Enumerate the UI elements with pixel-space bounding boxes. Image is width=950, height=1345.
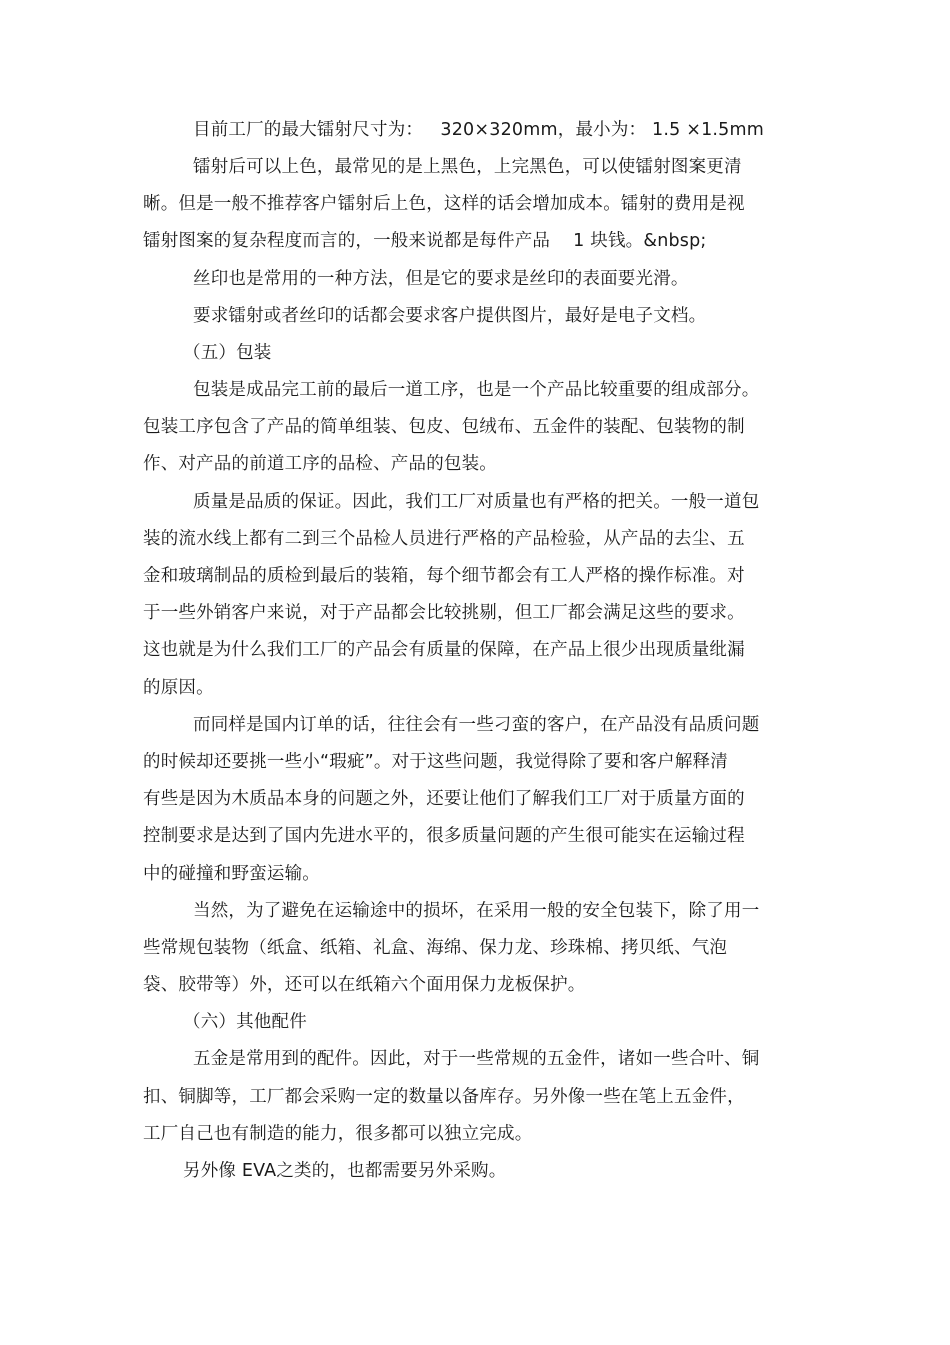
- text-line: 丝印也是常用的一种方法，但是它的要求是丝印的表面要光滑。: [193, 269, 689, 289]
- text-line: 些常规包装物（纸盒、纸箱、礼盒、海绵、保力龙、珍珠棉、拷贝纸、气泡: [143, 938, 728, 958]
- text-line: 五金是常用到的配件。因此，对于一些常规的五金件，诸如一些合叶、铜: [193, 1049, 760, 1069]
- text-line: 目前工厂的最大镭射尺寸为： 320×320mm，最小为： 1.5 ×1.5mm: [193, 120, 764, 140]
- text-line: 扣、铜脚等，工厂都会采购一定的数量以备库存。另外像一些在笔上五金件，: [143, 1087, 745, 1107]
- text-line: 质量是品质的保证。因此，我们工厂对质量也有严格的把关。一般一道包: [193, 492, 760, 512]
- text-line: 而同样是国内订单的话，往往会有一些刁蛮的客户，在产品没有品质问题: [193, 715, 760, 735]
- text-line: 镭射图案的复杂程度而言的，一般来说都是每件产品 1 块钱。&nbsp;: [143, 231, 707, 251]
- section-heading: （五）包装: [183, 343, 272, 363]
- text-line: 中的碰撞和野蛮运输。: [143, 864, 320, 884]
- text-line: 工厂自己也有制造的能力，很多都可以独立完成。: [143, 1124, 533, 1144]
- text-line: 的原因。: [143, 678, 214, 698]
- text-line: 作、对产品的前道工序的品检、产品的包装。: [143, 454, 497, 474]
- text-line: 控制要求是达到了国内先进水平的，很多质量问题的产生很可能实在运输过程: [143, 826, 745, 846]
- text-line: 的时候却还要挑一些小“瑕疵”。对于这些问题，我觉得除了要和客户解释清: [143, 752, 728, 772]
- text-line: 当然，为了避免在运输途中的损坏，在采用一般的安全包装下，除了用一: [193, 901, 760, 921]
- text-line: 袋、胶带等）外，还可以在纸箱六个面用保力龙板保护。: [143, 975, 586, 995]
- text-line: 有些是因为木质品本身的问题之外，还要让他们了解我们工厂对于质量方面的: [143, 789, 745, 809]
- text-line: 包装工序包含了产品的简单组装、包皮、包绒布、五金件的装配、包装物的制: [143, 417, 745, 437]
- text-line: 这也就是为什么我们工厂的产品会有质量的保障，在产品上很少出现质量纰漏: [143, 640, 745, 660]
- text-line: 要求镭射或者丝印的话都会要求客户提供图片，最好是电子文档。: [193, 306, 707, 326]
- text-line: 另外像 EVA之类的，也都需要另外采购。: [183, 1161, 507, 1181]
- text-line: 镭射后可以上色，最常见的是上黑色，上完黑色，可以使镭射图案更清: [193, 157, 742, 177]
- text-line: 于一些外销客户来说，对于产品都会比较挑剔，但工厂都会满足这些的要求。: [143, 603, 745, 623]
- text-line: 包装是成品完工前的最后一道工序，也是一个产品比较重要的组成部分。: [193, 380, 760, 400]
- section-heading: （六）其他配件: [183, 1012, 307, 1032]
- text-line: 金和玻璃制品的质检到最后的装箱，每个细节都会有工人严格的操作标准。对: [143, 566, 745, 586]
- text-line: 装的流水线上都有二到三个品检人员进行严格的产品检验，从产品的去尘、五: [143, 529, 745, 549]
- text-line: 晰。但是一般不推荐客户镭射后上色，这样的话会增加成本。镭射的费用是视: [143, 194, 745, 214]
